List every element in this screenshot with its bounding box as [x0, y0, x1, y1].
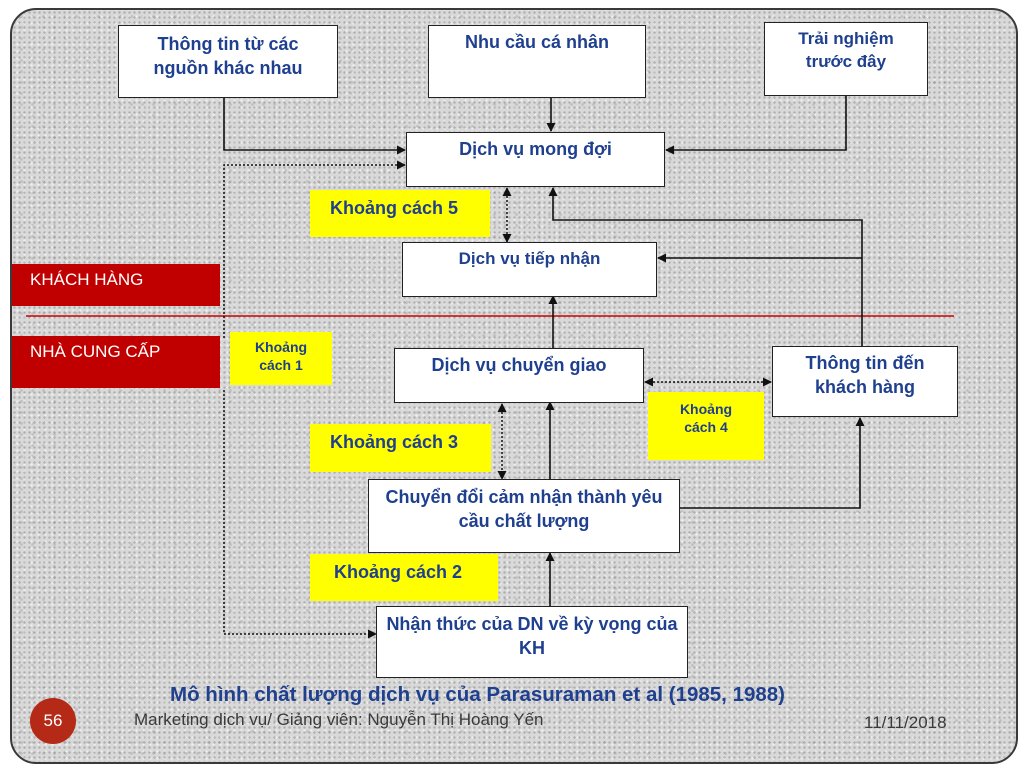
slide: [10, 8, 1018, 764]
perceived-service-box: Dịch vụ tiếp nhận: [402, 242, 657, 297]
gap1-label: Khoảng cách 1: [230, 332, 332, 385]
past-experience-box: Trải nghiệm trước đây: [764, 22, 928, 96]
info-sources-box: Thông tin từ các nguồn khác nhau: [118, 25, 338, 98]
service-delivery-box: Dịch vụ chuyển giao: [394, 348, 644, 403]
translation-specs-box: Chuyển đổi cảm nhận thành yêu cầu chất lượng: [368, 479, 680, 553]
arrow-info-to-expected: [224, 98, 405, 150]
gap4-label: Khoảng cách 4: [648, 392, 764, 460]
diagram-caption: Mô hình chất lượng dịch vụ của Parasuraman et al (1985, 1988): [170, 683, 785, 706]
slide-number-badge: 56: [30, 698, 76, 744]
expected-service-box: Dịch vụ mong đợi: [406, 132, 665, 187]
personal-needs-box: Nhu cầu cá nhân: [428, 25, 646, 98]
customer-zone-label: KHÁCH HÀNG: [10, 264, 220, 306]
mgmt-perceptions-box: Nhận thức của DN về kỳ vọng của KH: [376, 606, 688, 678]
gap3-label: Khoảng cách 3: [310, 424, 491, 472]
footer-date: 11/11/2018: [864, 713, 947, 732]
provider-zone-label: NHÀ CUNG CẤP: [10, 336, 220, 388]
external-comm-box: Thông tin đến khách hàng: [772, 346, 958, 417]
arrow-experience-to-expected: [666, 96, 846, 150]
footer-course-text: Marketing dịch vụ/ Giảng viên: Nguyễn Thị Hoàng Yến: [134, 710, 544, 729]
gap5-label: Khoảng cách 5: [310, 190, 490, 237]
gap2-label: Khoảng cách 2: [310, 554, 498, 601]
